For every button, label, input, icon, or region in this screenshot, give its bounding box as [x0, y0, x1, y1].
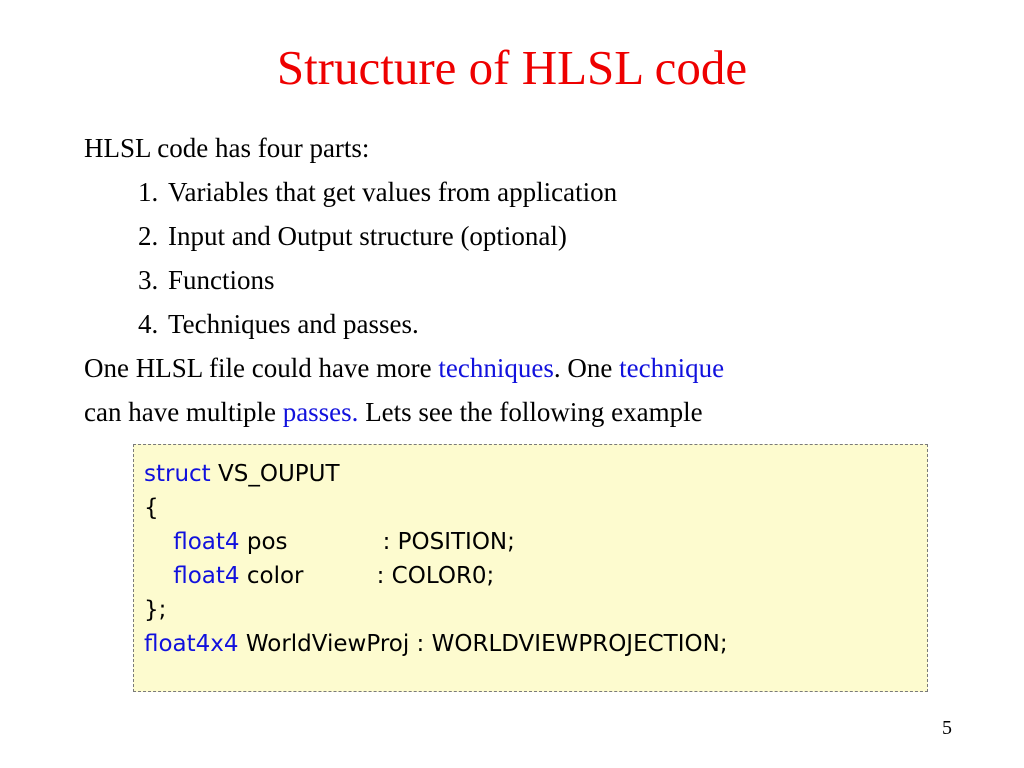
intro-line: HLSL code has four parts: — [84, 133, 370, 163]
list-item-label: Functions — [168, 265, 275, 295]
keyword-technique: technique — [619, 353, 725, 383]
keyword-techniques: techniques — [438, 353, 554, 383]
code-text: color : COLOR0; — [239, 563, 495, 589]
code-line — [144, 491, 927, 525]
list-item-label: Input and Output structure (optional) — [168, 221, 567, 251]
code-line — [144, 457, 927, 491]
list-item-label: Techniques and passes. — [168, 309, 419, 339]
slide-body — [84, 126, 984, 434]
list-item-label: Variables that get values from application — [168, 177, 618, 207]
code-line — [144, 627, 927, 661]
list-item-number: 1. — [138, 177, 159, 207]
list-item — [84, 170, 984, 214]
page-title: Structure of HLSL code — [276, 40, 748, 95]
paragraph-text: One HLSL file could have more — [84, 353, 439, 383]
list-item-number: 3. — [138, 265, 159, 295]
list-item — [84, 258, 984, 302]
code-text: { — [144, 495, 159, 521]
code-keyword: float4x4 — [144, 631, 239, 657]
list-item — [84, 214, 984, 258]
code-line — [144, 525, 927, 559]
list-item-number: 4. — [138, 309, 159, 339]
code-keyword: float4 — [144, 563, 240, 589]
paragraph-line-1 — [84, 346, 984, 390]
code-keyword: float4 — [144, 529, 240, 555]
code-text: pos : POSITION; — [239, 529, 515, 555]
keyword-passes: passes. — [282, 397, 359, 427]
paragraph-line-2 — [84, 390, 984, 434]
code-keyword: struct — [144, 461, 211, 487]
list-item-number: 2. — [138, 221, 159, 251]
code-text: WorldViewProj : WORLDVIEWPROJECTION; — [238, 631, 728, 657]
code-text: }; — [144, 597, 167, 623]
page-number: 5 — [942, 717, 952, 739]
code-line — [144, 593, 927, 627]
list-item — [84, 302, 984, 346]
code-line — [144, 559, 927, 593]
paragraph-text: Lets see the following example — [358, 397, 703, 427]
paragraph-text: . One — [553, 353, 620, 383]
paragraph-text: can have multiple — [84, 397, 283, 427]
code-text: VS_OUPUT — [210, 461, 340, 487]
code-block — [133, 444, 928, 692]
